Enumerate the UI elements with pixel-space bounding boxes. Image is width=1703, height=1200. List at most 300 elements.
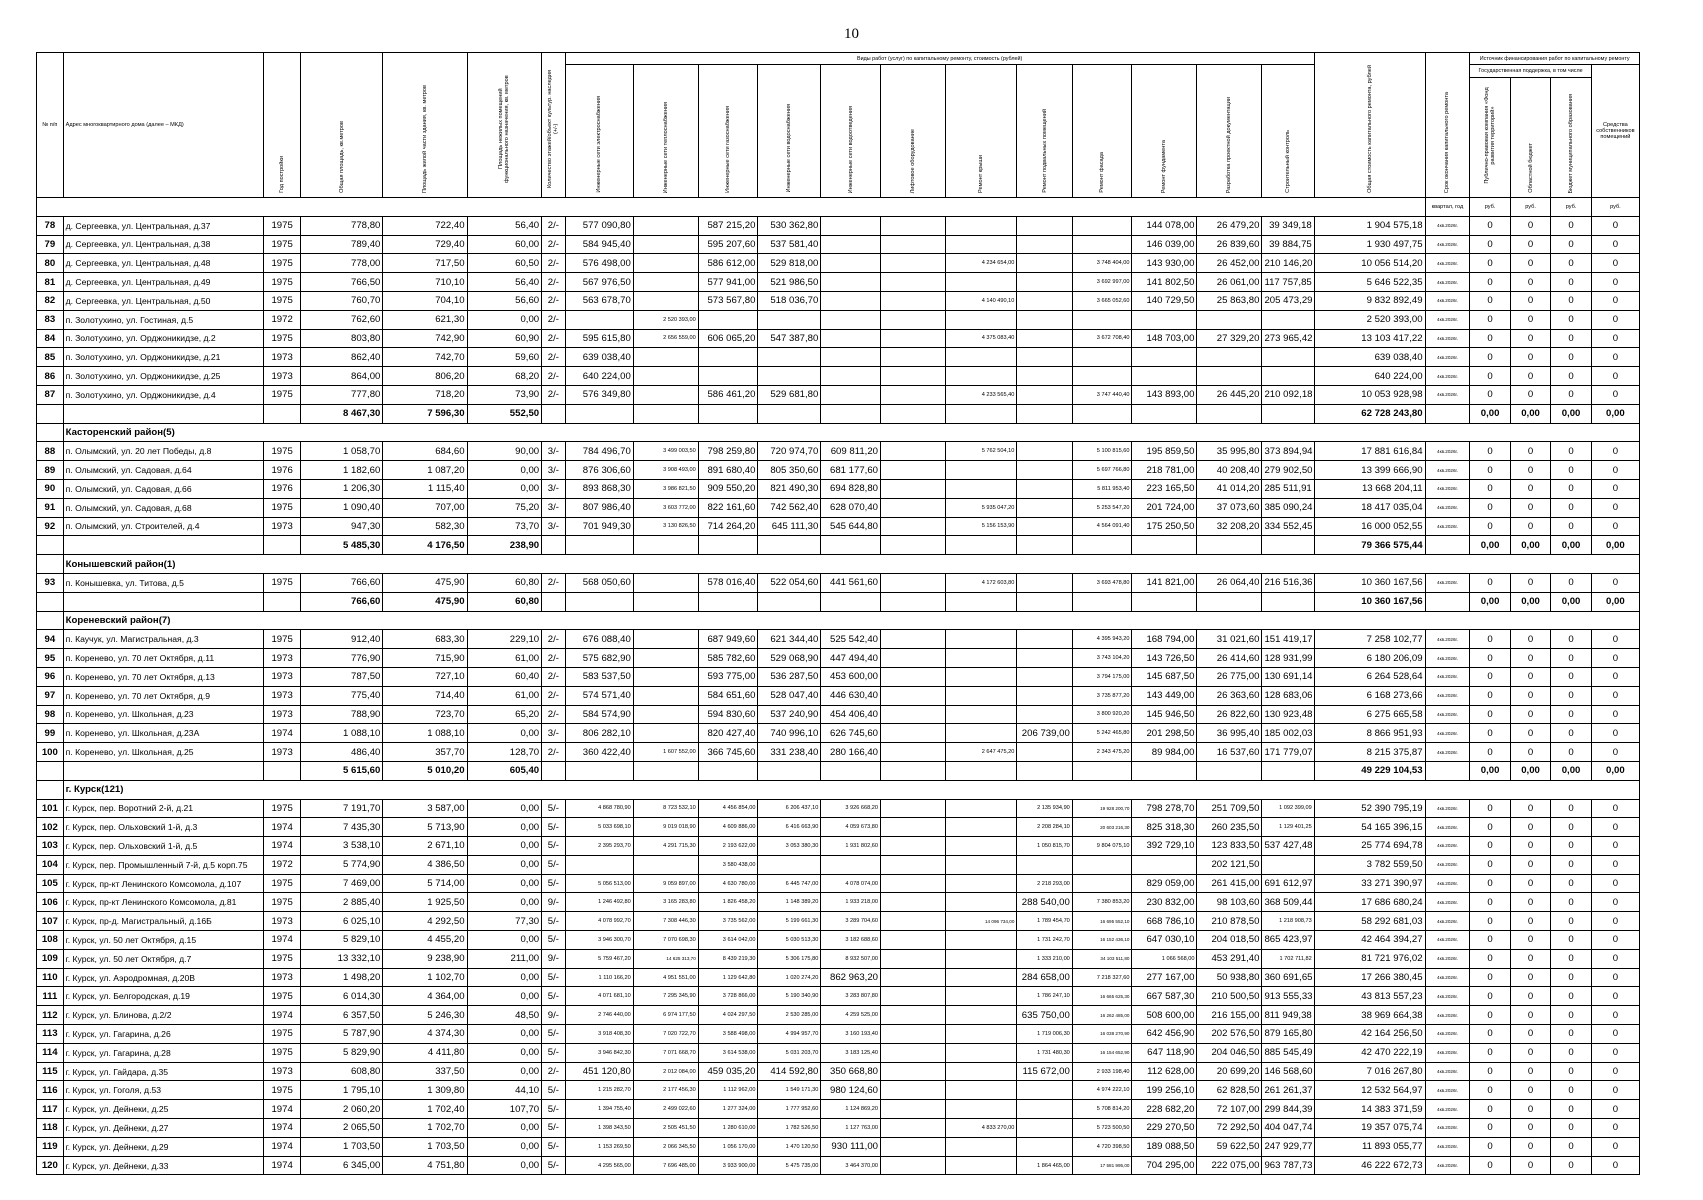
row-work-cost: 691 612,97 bbox=[1262, 874, 1314, 893]
row-deadline: 4кв.2026г. bbox=[1425, 949, 1470, 968]
row-work-cost bbox=[633, 235, 698, 254]
row-work-cost: 3 728 866,00 bbox=[698, 987, 758, 1006]
row-work-cost: 577 941,00 bbox=[698, 273, 758, 292]
row-number: 83 bbox=[37, 310, 64, 329]
row-living-area: 683,30 bbox=[383, 630, 467, 649]
row-work-cost: 876 306,60 bbox=[565, 461, 633, 480]
section-title: Конышевский район(1) bbox=[63, 555, 1639, 574]
row-nonliving-area: 107,70 bbox=[467, 1100, 542, 1119]
row-nonliving-area: 61,00 bbox=[467, 686, 542, 705]
row-work-cost bbox=[946, 367, 1017, 386]
table-cell bbox=[1262, 536, 1314, 555]
unit-deadline: квартал, год bbox=[1425, 198, 1470, 217]
row-financing: 0 bbox=[1470, 931, 1510, 950]
header-work-facade: Ремонт фасада bbox=[1072, 65, 1132, 198]
section-row bbox=[37, 555, 1640, 574]
row-living-area: 4 455,20 bbox=[383, 931, 467, 950]
row-work-cost: 141 821,00 bbox=[1132, 573, 1197, 592]
row-living-area: 729,40 bbox=[383, 235, 467, 254]
row-financing: 0 bbox=[1591, 1006, 1639, 1025]
row-year: 1975 bbox=[264, 442, 301, 461]
row-financing: 0 bbox=[1591, 1156, 1639, 1175]
row-work-cost: 635 750,00 bbox=[1017, 1006, 1072, 1025]
row-work-cost bbox=[881, 1081, 946, 1100]
row-address: п. Олымский, ул. 20 лет Победы, д.8 bbox=[63, 442, 263, 461]
table-cell bbox=[1072, 404, 1132, 423]
row-living-area: 723,70 bbox=[383, 705, 467, 724]
row-floors: 9/- bbox=[542, 949, 565, 968]
row-financing: 0 bbox=[1470, 1081, 1510, 1100]
row-total-area: 7 469,00 bbox=[301, 874, 383, 893]
row-address: г. Курск, пер. Ольховский 1-й, д.5 bbox=[63, 837, 263, 856]
row-work-cost: 368 509,44 bbox=[1262, 893, 1314, 912]
row-work-cost: 385 090,24 bbox=[1262, 498, 1314, 517]
row-work-cost: 117 757,85 bbox=[1262, 273, 1314, 292]
row-financing: 0 bbox=[1470, 442, 1510, 461]
subtotal-financing: 0,00 bbox=[1551, 592, 1591, 611]
row-financing: 0 bbox=[1470, 291, 1510, 310]
row-living-area: 717,50 bbox=[383, 254, 467, 273]
row-work-cost bbox=[1262, 367, 1314, 386]
row-year: 1973 bbox=[264, 367, 301, 386]
table-row bbox=[37, 667, 1640, 686]
row-year: 1973 bbox=[264, 743, 301, 762]
row-work-cost: 7 071 668,70 bbox=[633, 1043, 698, 1062]
row-total-cost: 19 357 075,74 bbox=[1314, 1119, 1425, 1138]
table-row bbox=[37, 442, 1640, 461]
row-financing: 0 bbox=[1551, 1137, 1591, 1156]
row-total-area: 864,00 bbox=[301, 367, 383, 386]
row-work-cost bbox=[821, 254, 881, 273]
row-total-cost: 640 224,00 bbox=[1314, 367, 1425, 386]
row-total-cost: 11 893 055,77 bbox=[1314, 1137, 1425, 1156]
row-work-cost: 821 490,30 bbox=[758, 479, 821, 498]
table-cell bbox=[37, 761, 64, 780]
row-floors: 5/- bbox=[542, 1081, 565, 1100]
row-work-cost bbox=[881, 329, 946, 348]
subtotal-financing: 0,00 bbox=[1591, 536, 1639, 555]
table-cell bbox=[264, 592, 301, 611]
row-work-cost: 19 928 200,70 bbox=[1072, 799, 1132, 818]
row-deadline: 4кв.2026г. bbox=[1425, 705, 1470, 724]
row-total-cost: 9 832 892,49 bbox=[1314, 291, 1425, 310]
unit-rub: руб. bbox=[1510, 198, 1550, 217]
subtotal-total-area: 8 467,30 bbox=[301, 404, 383, 423]
row-floors: 5/- bbox=[542, 874, 565, 893]
row-living-area: 1 702,40 bbox=[383, 1100, 467, 1119]
row-work-cost: 9 059 897,00 bbox=[633, 874, 698, 893]
row-financing: 0 bbox=[1510, 874, 1550, 893]
row-work-cost bbox=[633, 724, 698, 743]
table-row bbox=[37, 1081, 1640, 1100]
row-financing: 0 bbox=[1510, 479, 1550, 498]
row-work-cost: 6 974 177,50 bbox=[633, 1006, 698, 1025]
row-financing: 0 bbox=[1551, 1006, 1591, 1025]
row-work-cost: 584 945,40 bbox=[565, 235, 633, 254]
row-address: п. Золотухино, ул. Орджоникидзе, д.4 bbox=[63, 385, 263, 404]
row-work-cost bbox=[1017, 517, 1072, 536]
row-work-cost: 574 571,40 bbox=[565, 686, 633, 705]
row-financing: 0 bbox=[1591, 273, 1639, 292]
row-work-cost bbox=[881, 517, 946, 536]
row-work-cost bbox=[633, 855, 698, 874]
row-work-cost bbox=[633, 649, 698, 668]
row-work-cost: 3 672 708,40 bbox=[1072, 329, 1132, 348]
table-row bbox=[37, 329, 1640, 348]
row-total-cost: 25 774 694,78 bbox=[1314, 837, 1425, 856]
row-work-cost: 2 177 456,30 bbox=[633, 1081, 698, 1100]
row-living-area: 806,20 bbox=[383, 367, 467, 386]
row-work-cost: 72 107,00 bbox=[1197, 1100, 1262, 1119]
row-work-cost: 1 786 247,10 bbox=[1017, 987, 1072, 1006]
row-floors: 3/- bbox=[542, 724, 565, 743]
table-cell bbox=[633, 536, 698, 555]
row-work-cost bbox=[1017, 310, 1072, 329]
subtotal-financing: 0,00 bbox=[1470, 404, 1510, 423]
row-work-cost: 807 986,40 bbox=[565, 498, 633, 517]
row-nonliving-area: 229,10 bbox=[467, 630, 542, 649]
row-work-cost: 4 295 565,00 bbox=[565, 1156, 633, 1175]
row-work-cost: 3 692 997,00 bbox=[1072, 273, 1132, 292]
row-work-cost: 2 499 022,60 bbox=[633, 1100, 698, 1119]
row-total-cost: 33 271 390,97 bbox=[1314, 874, 1425, 893]
row-work-cost: 676 088,40 bbox=[565, 630, 633, 649]
row-address: п. Коренево, ул. 70 лет Октября, д.9 bbox=[63, 686, 263, 705]
row-address: г. Курск, ул. Аэродромная, д.20В bbox=[63, 968, 263, 987]
row-financing: 0 bbox=[1551, 743, 1591, 762]
row-work-cost: 185 002,03 bbox=[1262, 724, 1314, 743]
row-financing: 0 bbox=[1551, 367, 1591, 386]
row-nonliving-area: 48,50 bbox=[467, 1006, 542, 1025]
row-financing: 0 bbox=[1470, 667, 1510, 686]
row-address: г. Курск, пр-кт Ленинского Комсомола, д.81 bbox=[63, 893, 263, 912]
row-work-cost: 218 781,00 bbox=[1132, 461, 1197, 480]
row-work-cost bbox=[946, 931, 1017, 950]
table-cell bbox=[698, 592, 758, 611]
row-work-cost: 201 724,00 bbox=[1132, 498, 1197, 517]
subtotal-living-area: 4 176,50 bbox=[383, 536, 467, 555]
row-work-cost bbox=[821, 235, 881, 254]
row-work-cost: 16 537,60 bbox=[1197, 743, 1262, 762]
row-living-area: 4 374,30 bbox=[383, 1025, 467, 1044]
row-work-cost: 451 120,80 bbox=[565, 1062, 633, 1081]
table-row bbox=[37, 1062, 1640, 1081]
table-cell bbox=[1425, 592, 1470, 611]
row-financing: 0 bbox=[1591, 498, 1639, 517]
row-work-cost: 261 415,00 bbox=[1197, 874, 1262, 893]
row-number: 111 bbox=[37, 987, 64, 1006]
row-work-cost: 26 061,00 bbox=[1197, 273, 1262, 292]
row-work-cost bbox=[1017, 705, 1072, 724]
row-work-cost: 229 270,50 bbox=[1132, 1119, 1197, 1138]
row-work-cost: 668 786,10 bbox=[1132, 912, 1197, 931]
row-nonliving-area: 59,60 bbox=[467, 348, 542, 367]
row-work-cost: 37 073,60 bbox=[1197, 498, 1262, 517]
row-work-cost bbox=[881, 724, 946, 743]
row-work-cost: 5 306 175,80 bbox=[758, 949, 821, 968]
row-total-cost: 5 646 522,35 bbox=[1314, 273, 1425, 292]
row-financing: 0 bbox=[1510, 630, 1550, 649]
row-financing: 0 bbox=[1551, 348, 1591, 367]
row-total-cost: 8 215 375,87 bbox=[1314, 743, 1425, 762]
row-work-cost: 865 423,97 bbox=[1262, 931, 1314, 950]
row-work-cost: 62 828,50 bbox=[1197, 1081, 1262, 1100]
row-work-cost bbox=[1132, 855, 1197, 874]
row-work-cost: 584 651,60 bbox=[698, 686, 758, 705]
row-total-cost: 42 470 222,19 bbox=[1314, 1043, 1425, 1062]
row-work-cost: 331 238,40 bbox=[758, 743, 821, 762]
row-work-cost: 39 349,18 bbox=[1262, 216, 1314, 235]
row-total-cost: 3 782 559,50 bbox=[1314, 855, 1425, 874]
row-work-cost: 5 935 047,20 bbox=[946, 498, 1017, 517]
row-work-cost bbox=[881, 1043, 946, 1062]
row-financing: 0 bbox=[1591, 479, 1639, 498]
row-number: 81 bbox=[37, 273, 64, 292]
row-number: 98 bbox=[37, 705, 64, 724]
row-financing: 0 bbox=[1551, 291, 1591, 310]
row-work-cost: 626 745,60 bbox=[821, 724, 881, 743]
row-work-cost: 3 747 440,40 bbox=[1072, 385, 1132, 404]
row-work-cost bbox=[881, 987, 946, 1006]
row-work-cost: 35 995,80 bbox=[1197, 442, 1262, 461]
subtotal-financing: 0,00 bbox=[1591, 404, 1639, 423]
row-work-cost: 2 135 934,90 bbox=[1017, 799, 1072, 818]
row-financing: 0 bbox=[1551, 630, 1591, 649]
row-number: 97 bbox=[37, 686, 64, 705]
row-work-cost: 909 550,20 bbox=[698, 479, 758, 498]
table-row bbox=[37, 461, 1640, 480]
row-work-cost: 2 193 622,00 bbox=[698, 837, 758, 856]
row-address: г. Курск, пер. Промышленный 7-й, д.5 корп.75 bbox=[63, 855, 263, 874]
row-work-cost: 640 224,00 bbox=[565, 367, 633, 386]
row-nonliving-area: 60,90 bbox=[467, 329, 542, 348]
table-cell bbox=[1017, 592, 1072, 611]
row-work-cost: 210 878,50 bbox=[1197, 912, 1262, 931]
row-year: 1973 bbox=[264, 968, 301, 987]
row-work-cost bbox=[1132, 367, 1197, 386]
row-year: 1974 bbox=[264, 931, 301, 950]
row-work-cost bbox=[881, 874, 946, 893]
row-work-cost bbox=[881, 667, 946, 686]
table-row bbox=[37, 893, 1640, 912]
row-address: п. Олымский, ул. Садовая, д.68 bbox=[63, 498, 263, 517]
row-year: 1975 bbox=[264, 1025, 301, 1044]
row-financing: 0 bbox=[1591, 931, 1639, 950]
row-nonliving-area: 0,00 bbox=[467, 855, 542, 874]
table-cell bbox=[758, 592, 821, 611]
row-work-cost: 31 021,60 bbox=[1197, 630, 1262, 649]
row-deadline: 4кв.2026г. bbox=[1425, 799, 1470, 818]
row-number: 100 bbox=[37, 743, 64, 762]
row-financing: 0 bbox=[1591, 329, 1639, 348]
row-nonliving-area: 61,00 bbox=[467, 649, 542, 668]
row-work-cost bbox=[881, 949, 946, 968]
row-floors: 3/- bbox=[542, 442, 565, 461]
row-work-cost bbox=[821, 273, 881, 292]
row-work-cost: 1 092 399,09 bbox=[1262, 799, 1314, 818]
row-address: п. Золотухино, ул. Орджоникидзе, д.25 bbox=[63, 367, 263, 386]
row-living-area: 5 246,30 bbox=[383, 1006, 467, 1025]
row-work-cost: 89 984,00 bbox=[1132, 743, 1197, 762]
row-work-cost: 26 064,40 bbox=[1197, 573, 1262, 592]
row-financing: 0 bbox=[1470, 837, 1510, 856]
row-deadline: 4кв.2026г. bbox=[1425, 216, 1470, 235]
row-floors: 3/- bbox=[542, 461, 565, 480]
row-work-cost: 3 614 538,00 bbox=[698, 1043, 758, 1062]
row-nonliving-area: 0,00 bbox=[467, 1119, 542, 1138]
row-work-cost: 576 498,00 bbox=[565, 254, 633, 273]
table-cell bbox=[1072, 592, 1132, 611]
row-floors: 2/- bbox=[542, 348, 565, 367]
row-year: 1974 bbox=[264, 1156, 301, 1175]
row-work-cost: 647 030,10 bbox=[1132, 931, 1197, 950]
subtotal-cost: 62 728 243,80 bbox=[1314, 404, 1425, 423]
row-total-cost: 17 686 680,24 bbox=[1314, 893, 1425, 912]
row-financing: 0 bbox=[1591, 573, 1639, 592]
row-work-cost bbox=[633, 291, 698, 310]
table-cell bbox=[698, 761, 758, 780]
subtotal-financing: 0,00 bbox=[1591, 761, 1639, 780]
row-work-cost: 567 976,50 bbox=[565, 273, 633, 292]
row-work-cost: 1 112 962,00 bbox=[698, 1081, 758, 1100]
row-financing: 0 bbox=[1551, 893, 1591, 912]
row-financing: 0 bbox=[1591, 667, 1639, 686]
row-financing: 0 bbox=[1591, 1043, 1639, 1062]
row-work-cost: 530 362,80 bbox=[758, 216, 821, 235]
row-nonliving-area: 73,90 bbox=[467, 385, 542, 404]
row-work-cost: 829 059,00 bbox=[1132, 874, 1197, 893]
row-work-cost: 26 839,60 bbox=[1197, 235, 1262, 254]
row-number: 102 bbox=[37, 818, 64, 837]
row-work-cost: 3 165 283,80 bbox=[633, 893, 698, 912]
row-work-cost: 26 452,00 bbox=[1197, 254, 1262, 273]
row-living-area: 714,40 bbox=[383, 686, 467, 705]
row-financing: 0 bbox=[1470, 254, 1510, 273]
row-work-cost bbox=[881, 310, 946, 329]
row-work-cost bbox=[881, 498, 946, 517]
row-year: 1974 bbox=[264, 1119, 301, 1138]
row-nonliving-area: 90,00 bbox=[467, 442, 542, 461]
subtotal-cost: 10 360 167,56 bbox=[1314, 592, 1425, 611]
row-total-area: 5 829,90 bbox=[301, 1043, 383, 1062]
row-financing: 0 bbox=[1591, 987, 1639, 1006]
row-number: 104 bbox=[37, 855, 64, 874]
table-row bbox=[37, 630, 1640, 649]
row-financing: 0 bbox=[1470, 329, 1510, 348]
row-year: 1975 bbox=[264, 573, 301, 592]
row-floors: 5/- bbox=[542, 968, 565, 987]
row-work-cost: 16 152 436,10 bbox=[1072, 931, 1132, 950]
row-work-cost: 32 208,20 bbox=[1197, 517, 1262, 536]
row-financing: 0 bbox=[1510, 1100, 1550, 1119]
row-work-cost: 446 630,40 bbox=[821, 686, 881, 705]
row-work-cost: 130 923,48 bbox=[1262, 705, 1314, 724]
row-number: 95 bbox=[37, 649, 64, 668]
row-financing: 0 bbox=[1591, 912, 1639, 931]
row-nonliving-area: 128,70 bbox=[467, 743, 542, 762]
row-year: 1973 bbox=[264, 686, 301, 705]
row-year: 1975 bbox=[264, 949, 301, 968]
row-year: 1974 bbox=[264, 724, 301, 743]
row-number: 113 bbox=[37, 1025, 64, 1044]
table-row bbox=[37, 874, 1640, 893]
subtotal-total-area: 5 485,30 bbox=[301, 536, 383, 555]
row-work-cost bbox=[881, 968, 946, 987]
subtotal-financing: 0,00 bbox=[1470, 592, 1510, 611]
row-deadline: 4кв.2026г. bbox=[1425, 254, 1470, 273]
table-row bbox=[37, 705, 1640, 724]
row-total-cost: 81 721 976,02 bbox=[1314, 949, 1425, 968]
row-address: п. Коренево, ул. Школьная, д.23 bbox=[63, 705, 263, 724]
row-deadline: 4кв.2026г. bbox=[1425, 517, 1470, 536]
row-year: 1973 bbox=[264, 705, 301, 724]
row-work-cost: 16 262 485,00 bbox=[1072, 1006, 1132, 1025]
row-work-cost: 3 918 408,30 bbox=[565, 1025, 633, 1044]
row-number: 119 bbox=[37, 1137, 64, 1156]
row-address: г. Курск, пер. Ольховский 1-й, д.3 bbox=[63, 818, 263, 837]
row-financing: 0 bbox=[1470, 743, 1510, 762]
table-cell bbox=[542, 536, 565, 555]
header-financing-group: Источник финансирования работ по капитальному ремонту bbox=[1470, 53, 1640, 65]
row-floors: 2/- bbox=[542, 235, 565, 254]
row-nonliving-area: 0,00 bbox=[467, 724, 542, 743]
row-work-cost bbox=[821, 310, 881, 329]
row-financing: 0 bbox=[1510, 442, 1550, 461]
row-work-cost: 3 603 772,00 bbox=[633, 498, 698, 517]
row-living-area: 1 703,50 bbox=[383, 1137, 467, 1156]
row-address: п. Олымский, ул. Садовая, д.64 bbox=[63, 461, 263, 480]
row-work-cost: 529 681,80 bbox=[758, 385, 821, 404]
row-total-cost: 6 168 273,66 bbox=[1314, 686, 1425, 705]
row-work-cost: 189 088,50 bbox=[1132, 1137, 1197, 1156]
row-work-cost: 3 182 688,60 bbox=[821, 931, 881, 950]
row-work-cost bbox=[1017, 461, 1072, 480]
row-work-cost: 609 811,20 bbox=[821, 442, 881, 461]
row-work-cost: 647 118,90 bbox=[1132, 1043, 1197, 1062]
row-work-cost bbox=[881, 291, 946, 310]
header-fin-municipal: Бюджет муниципального образования bbox=[1551, 78, 1591, 198]
subtotal-total-area: 5 615,60 bbox=[301, 761, 383, 780]
row-work-cost bbox=[1072, 874, 1132, 893]
row-floors: 5/- bbox=[542, 837, 565, 856]
row-address: г. Курск, ул. Гагарина, д.26 bbox=[63, 1025, 263, 1044]
row-work-cost bbox=[946, 235, 1017, 254]
row-nonliving-area: 0,00 bbox=[467, 1137, 542, 1156]
row-deadline: 4кв.2026г. bbox=[1425, 291, 1470, 310]
row-total-cost: 42 464 394,27 bbox=[1314, 931, 1425, 950]
row-work-cost bbox=[633, 348, 698, 367]
row-work-cost: 3 946 300,70 bbox=[565, 931, 633, 950]
row-total-cost: 10 360 167,56 bbox=[1314, 573, 1425, 592]
row-work-cost: 201 298,50 bbox=[1132, 724, 1197, 743]
row-work-cost: 593 775,00 bbox=[698, 667, 758, 686]
row-financing: 0 bbox=[1591, 442, 1639, 461]
row-work-cost: 1 148 389,20 bbox=[758, 893, 821, 912]
row-work-cost: 146 039,00 bbox=[1132, 235, 1197, 254]
row-work-cost: 3 800 920,20 bbox=[1072, 705, 1132, 724]
row-financing: 0 bbox=[1510, 724, 1550, 743]
row-work-cost: 5 056 513,00 bbox=[565, 874, 633, 893]
row-living-area: 742,70 bbox=[383, 348, 467, 367]
row-total-area: 912,40 bbox=[301, 630, 383, 649]
row-work-cost bbox=[1197, 367, 1262, 386]
row-work-cost: 453 291,40 bbox=[1197, 949, 1262, 968]
row-floors: 2/- bbox=[542, 385, 565, 404]
row-address: д. Сергеевка, ул. Центральная, д.38 bbox=[63, 235, 263, 254]
row-financing: 0 bbox=[1591, 686, 1639, 705]
row-work-cost: 4 833 270,00 bbox=[946, 1119, 1017, 1138]
row-work-cost: 2 647 475,20 bbox=[946, 743, 1017, 762]
